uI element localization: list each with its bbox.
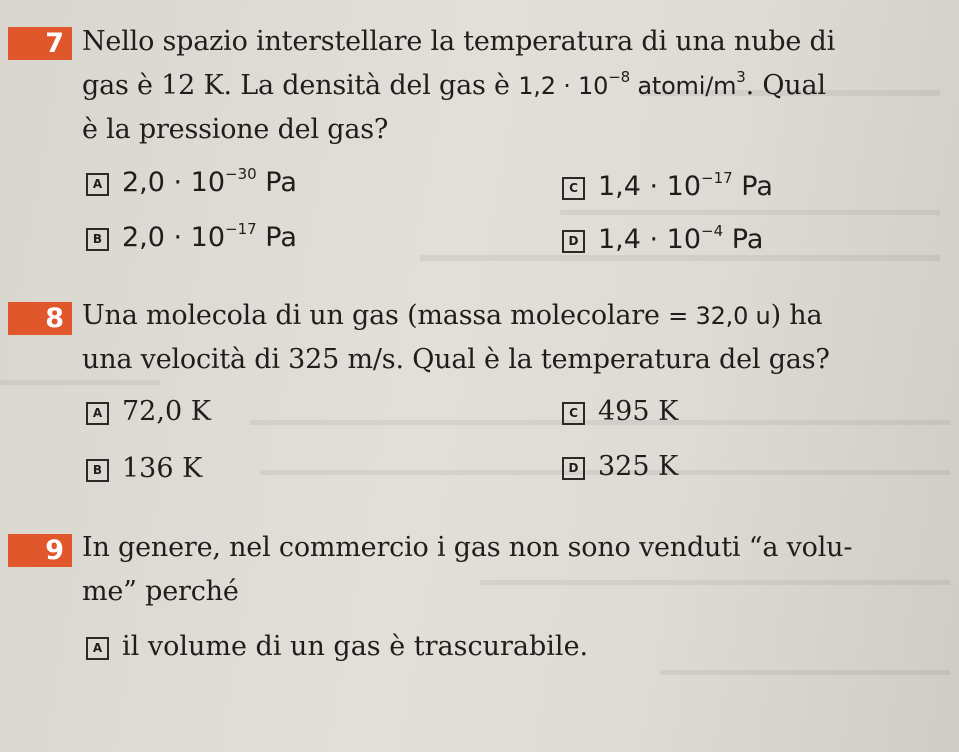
option-exponent: −17	[225, 220, 257, 238]
option-A[interactable]	[86, 395, 211, 429]
stem-text: . Qual	[745, 70, 826, 101]
option-letter: B	[86, 228, 109, 251]
question-stem	[82, 526, 932, 614]
stem-line: In genere, nel commercio i gas non sono venduti “a volu-	[82, 532, 853, 563]
option-D[interactable]	[562, 223, 763, 257]
stem-line: me” perché	[82, 576, 239, 607]
option-value: 1,4 · 10	[598, 171, 702, 202]
option-value: 1,4 · 10	[598, 224, 702, 255]
option-A[interactable]	[86, 630, 588, 664]
question-stem	[82, 20, 932, 152]
unit-exponent: 3	[736, 68, 746, 86]
stem-line: Nello spazio interstellare la temperatura di una nube di	[82, 26, 836, 57]
question-number-badge: 9	[8, 534, 72, 567]
option-unit: Pa	[256, 222, 297, 253]
option-value: 72,0 K	[122, 396, 211, 427]
option-D[interactable]	[562, 450, 678, 484]
option-value: 325 K	[598, 451, 679, 482]
option-letter: A	[86, 173, 109, 196]
option-letter: D	[562, 457, 585, 480]
option-value: 136 K	[122, 453, 203, 484]
option-C[interactable]	[562, 170, 773, 204]
option-C[interactable]	[562, 395, 678, 429]
option-B[interactable]	[86, 221, 297, 255]
stem-line	[82, 294, 932, 338]
option-value: il volume di un gas è trascurabile.	[122, 631, 589, 662]
option-value: 2,0 · 10	[122, 167, 226, 198]
option-unit: Pa	[723, 224, 764, 255]
option-letter: A	[86, 637, 109, 660]
option-letter: D	[562, 230, 585, 253]
option-B[interactable]	[86, 452, 202, 486]
stem-text: ) ha	[770, 300, 823, 331]
option-exponent: −17	[701, 169, 733, 187]
question-number-badge: 7	[8, 27, 72, 60]
density-unit: atomi/m	[629, 72, 737, 100]
density-exponent: −8	[608, 68, 630, 86]
option-letter: C	[562, 177, 585, 200]
density-value: 1,2 · 10	[518, 72, 609, 100]
stem-text: gas è 12 K. La densità del gas è	[82, 70, 519, 101]
option-letter: A	[86, 402, 109, 425]
option-value: 2,0 · 10	[122, 222, 226, 253]
question-number-badge: 8	[8, 302, 72, 335]
option-A[interactable]	[86, 166, 297, 200]
option-exponent: −30	[225, 165, 257, 183]
molecular-mass-value: = 32,0 u	[668, 302, 771, 330]
option-unit: Pa	[732, 171, 773, 202]
option-letter: C	[562, 402, 585, 425]
stem-text: Una molecola di un gas (massa molecolare	[82, 300, 669, 331]
question-stem	[82, 294, 932, 382]
stem-line: una velocità di 325 m/s. Qual è la temperatura del gas?	[82, 344, 830, 375]
stem-line	[82, 64, 932, 108]
stem-line: è la pressione del gas?	[82, 114, 389, 145]
option-value: 495 K	[598, 396, 679, 427]
option-letter: B	[86, 459, 109, 482]
option-exponent: −4	[701, 222, 724, 240]
option-unit: Pa	[256, 167, 297, 198]
